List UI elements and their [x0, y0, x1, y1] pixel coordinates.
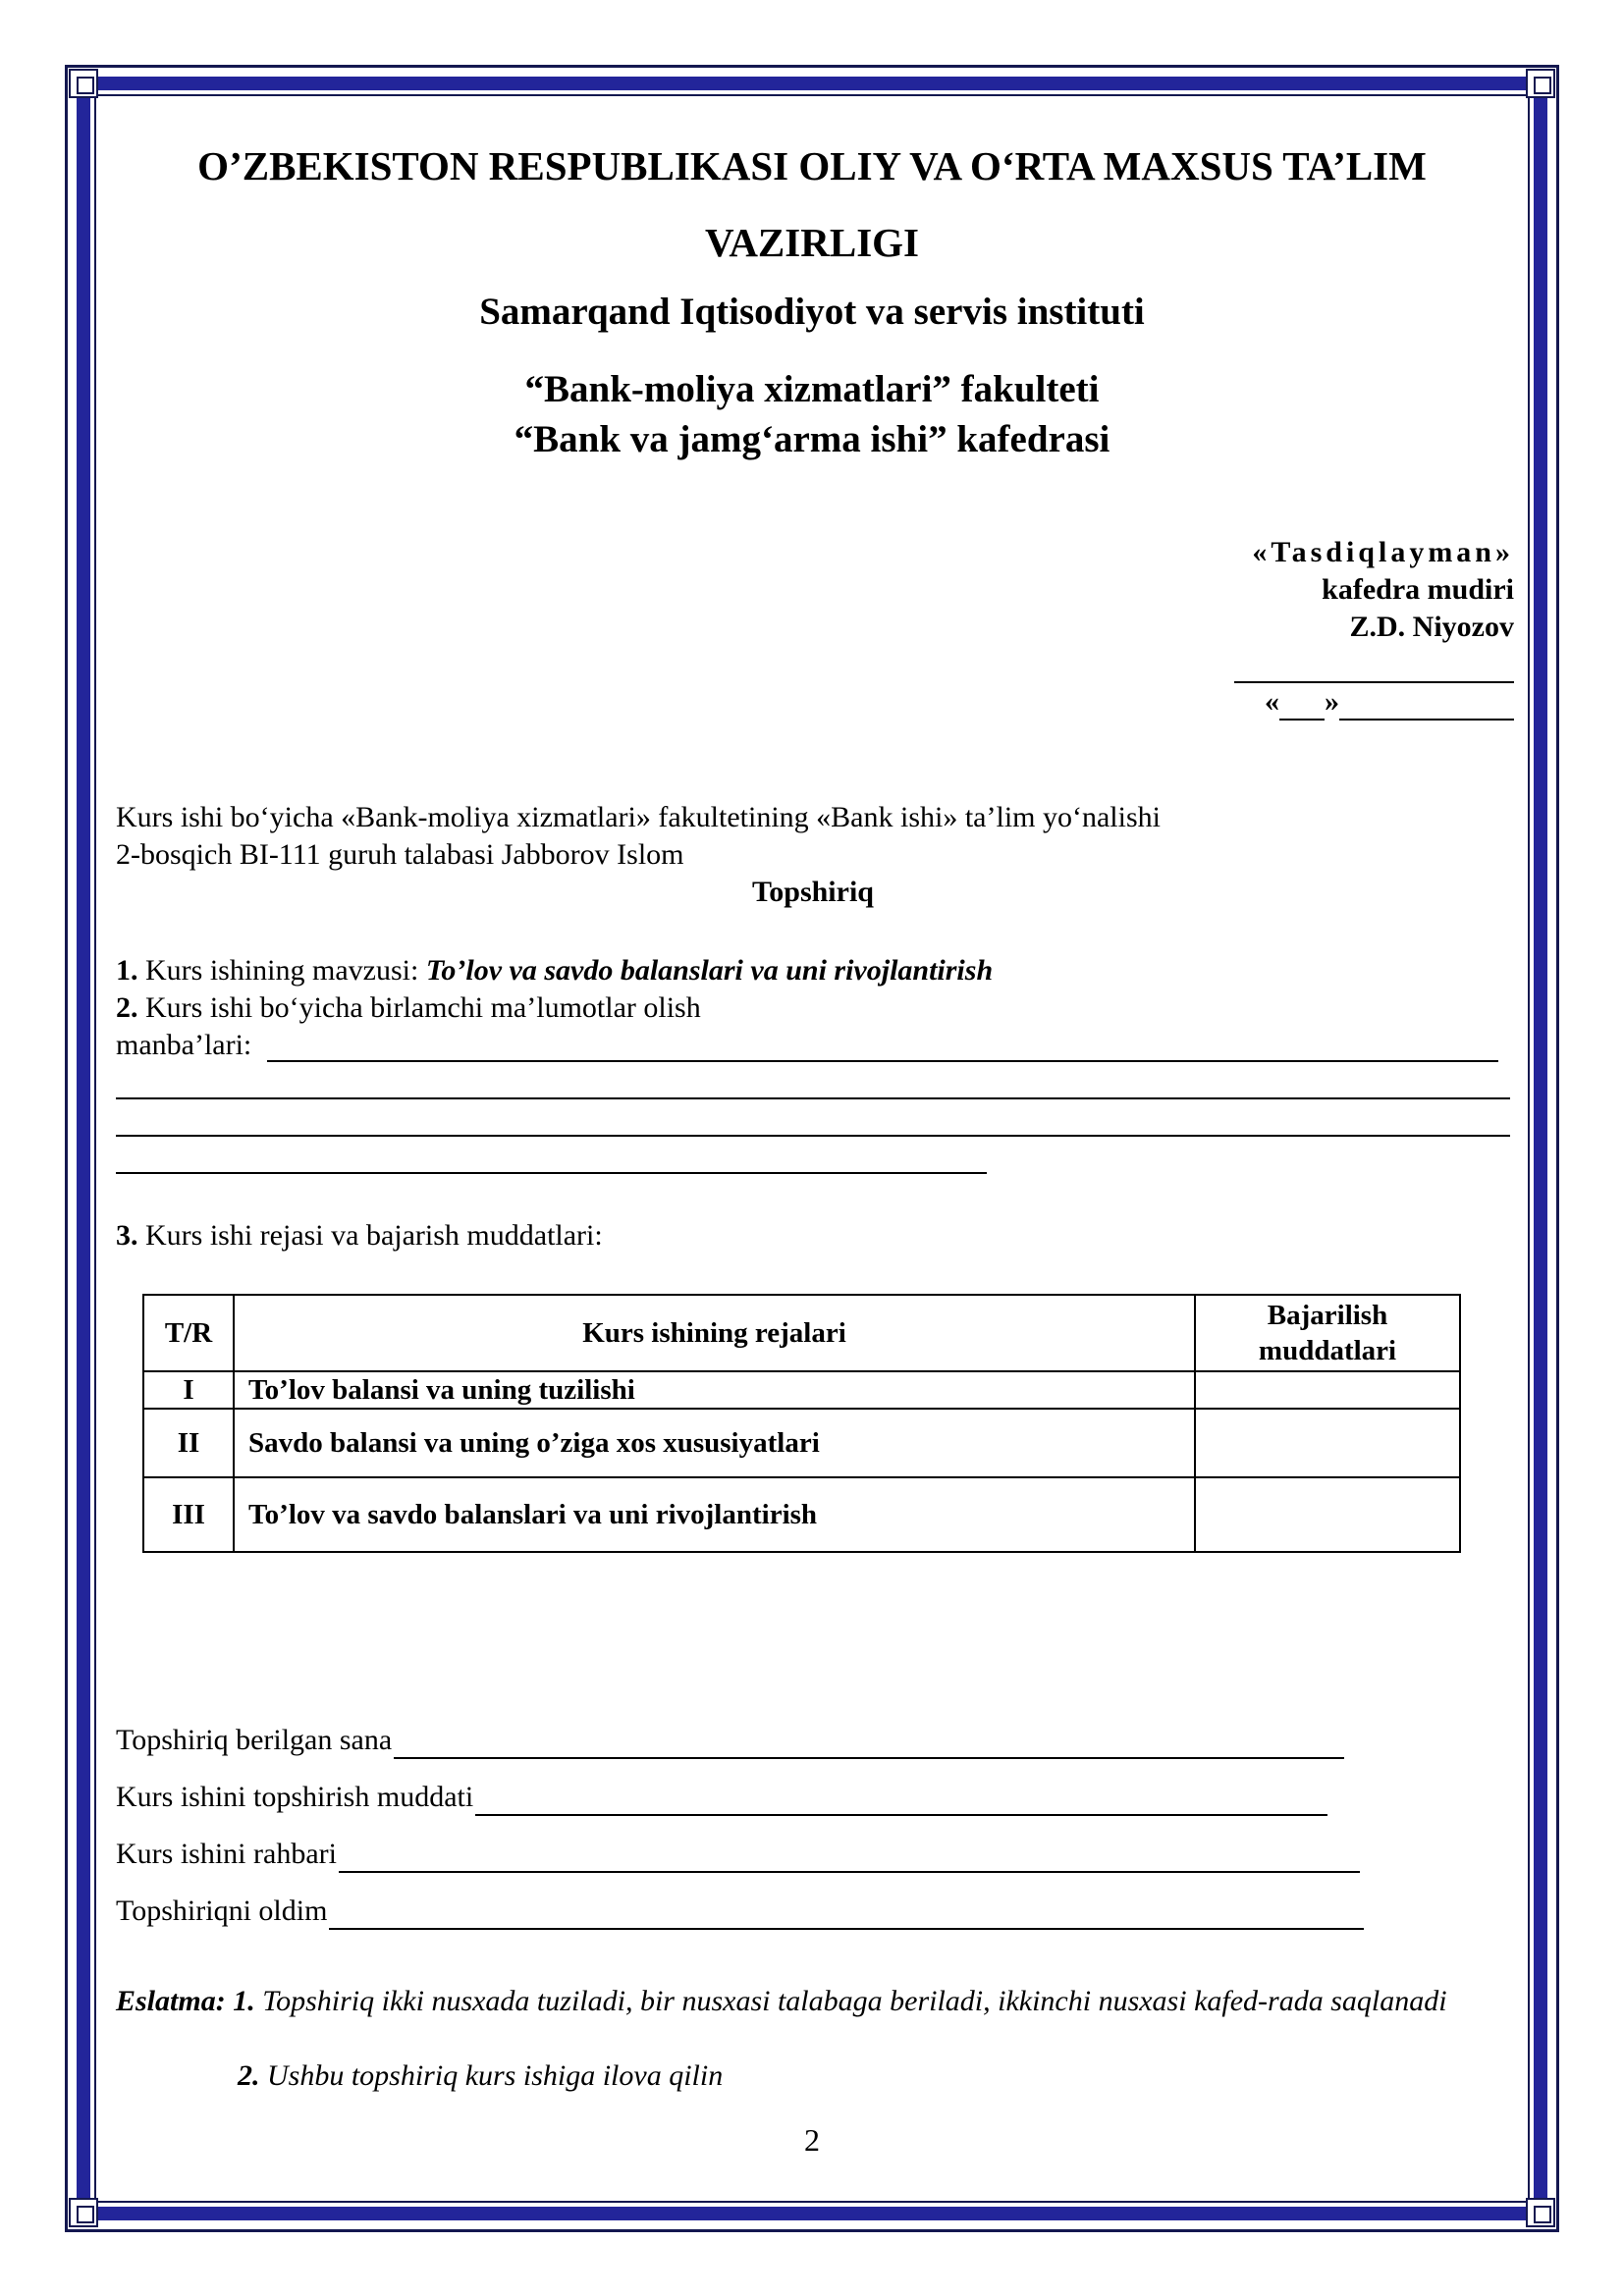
row-number: II	[143, 1409, 234, 1477]
submit-deadline-field	[116, 1779, 1327, 1816]
sources-blank-line-3[interactable]	[116, 1135, 1510, 1137]
deadline-cell[interactable]	[1195, 1409, 1460, 1477]
item-2-label: Kurs ishi bo‘yicha birlamchi ma’lumotlar olish	[145, 991, 701, 1024]
item-1-label: Kurs ishining mavzusi:	[145, 954, 419, 987]
note-label: Eslatma:	[116, 1985, 226, 2017]
task-heading: Topshiriq	[752, 876, 874, 908]
note-item-2-line: 2. Ushbu topshiriq kurs ishiga ilova qilin	[238, 2059, 724, 2092]
supervisor-label: Kurs ishini rahbari	[116, 1838, 337, 1870]
table-row	[143, 1477, 1460, 1552]
column-header-plan: Kurs ishining rejalari	[234, 1295, 1195, 1371]
corner-ornament-top-right	[1526, 69, 1555, 98]
issued-date-label: Topshiriq berilgan sana	[116, 1724, 393, 1756]
faculty-name: “Bank-moliya xizmatlari” fakulteti	[524, 368, 1100, 410]
sources-blank-line-1[interactable]	[267, 1060, 1498, 1062]
corner-ornament-bottom-right	[1526, 2198, 1555, 2227]
submit-deadline-blank[interactable]	[475, 1787, 1327, 1816]
institute-name: Samarqand Iqtisodiyot va servis instituti	[479, 291, 1145, 333]
plan-item: To’lov va savdo balanslari va uni rivojlantirish	[234, 1477, 1195, 1552]
corner-ornament-bottom-left	[69, 2198, 98, 2227]
approval-name: Z.D. Niyozov	[1349, 611, 1514, 643]
table-row	[143, 1371, 1460, 1409]
course-plan-table	[142, 1294, 1461, 1553]
received-label: Topshiriqni oldim	[116, 1895, 328, 1927]
table-header-row	[143, 1295, 1460, 1371]
row-number: I	[143, 1371, 234, 1409]
approval-date-line: « »	[1234, 683, 1514, 722]
ministry-title: O’ZBEKISTON RESPUBLIKASI OLIY VA O‘RTA MAXSUS TA’LIM VAZIRLIGI	[197, 143, 1427, 265]
task-item-1: 1. Kurs ishining mavzusi: To’lov va savdo balanslari va uni rivojlantirish	[116, 954, 994, 987]
supervisor-field	[116, 1836, 1360, 1873]
task-item-2: 2. Kurs ishi bo‘yicha birlamchi ma’lumotlar olish	[116, 991, 701, 1024]
sources-blank-line-4[interactable]	[116, 1172, 987, 1174]
date-month-blank[interactable]	[1339, 689, 1514, 721]
intro-line-1: Kurs ishi bo‘yicha «Bank-moliya xizmatlari» fakultetining «Bank ishi» ta’lim yo‘nalishi	[116, 801, 1161, 833]
approval-title: «Tasdiqlayman»	[1252, 536, 1514, 568]
sources-label: manba’lari:	[116, 1029, 252, 1061]
issued-date-blank[interactable]	[394, 1730, 1344, 1759]
submit-deadline-label: Kurs ishini topshirish muddati	[116, 1781, 474, 1813]
plan-item: To’lov balansi va uning tuzilishi	[234, 1371, 1195, 1409]
issued-date-field	[116, 1722, 1344, 1759]
received-field	[116, 1893, 1364, 1930]
column-header-deadline: Bajarilish muddatlari	[1195, 1295, 1460, 1371]
item-3-label: Kurs ishi rejasi va bajarish muddatlari:	[145, 1219, 603, 1252]
note-item-1: Topshiriq ikki nusxada tuziladi, bir nusxasi talabaga beriladi, ikkinchi nusxasi kafed-rada saqlanadi	[262, 1985, 1447, 2017]
sources-blank-line-2[interactable]	[116, 1097, 1510, 1099]
signature-line[interactable]	[1234, 646, 1514, 683]
note-block: Eslatma: 1. Topshiriq ikki nusxada tuziladi, bir nusxasi talabaga beriladi, ikkinchi nusxasi kafed-rada saqlanadi	[116, 1985, 1447, 2017]
approval-block	[1234, 534, 1514, 722]
deadline-cell[interactable]	[1195, 1477, 1460, 1552]
table-row	[143, 1409, 1460, 1477]
date-day-blank[interactable]	[1279, 689, 1325, 721]
note-item-2: Ushbu topshiriq kurs ishiga ilova qilin	[267, 2059, 724, 2092]
task-item-3: 3. Kurs ishi rejasi va bajarish muddatlari:	[116, 1219, 603, 1252]
course-theme: To’lov va savdo balanslari va uni rivojlantirish	[425, 954, 994, 987]
corner-ornament-top-left	[69, 69, 98, 98]
received-blank[interactable]	[329, 1900, 1364, 1930]
column-header-number: T/R	[143, 1295, 234, 1371]
plan-item: Savdo balansi va uning o’ziga xos xususiyatlari	[234, 1409, 1195, 1477]
page-number: 2	[804, 2122, 820, 2158]
department-name: “Bank va jamg‘arma ishi” kafedrasi	[514, 418, 1110, 460]
approval-position: kafedra mudiri	[1322, 573, 1514, 606]
intro-line-2: 2-bosqich BI-111 guruh talabasi Jabborov Islom	[116, 838, 684, 871]
student-intro	[116, 799, 1510, 874]
row-number: III	[143, 1477, 234, 1552]
supervisor-blank[interactable]	[339, 1843, 1360, 1873]
deadline-cell[interactable]	[1195, 1371, 1460, 1409]
